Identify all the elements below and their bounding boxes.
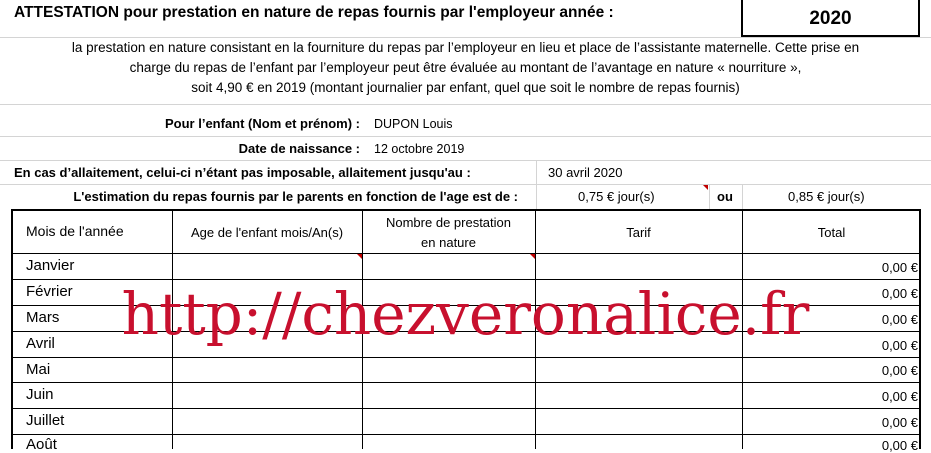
comment-marker-icon[interactable] [703,185,708,190]
row-divider [11,434,921,435]
month-cell-mars[interactable]: Mars [26,309,60,326]
month-cell-mai[interactable]: Mai [26,361,51,378]
col-header-rate[interactable]: Tarif [626,225,651,240]
child-name-label: Pour l’enfant (Nom et prénom) : [165,116,360,131]
month-cell-fevrier[interactable]: Février [26,283,73,300]
watermark-text: http://chezveronalice.fr [121,280,810,348]
comment-marker-icon[interactable] [530,254,535,259]
cell-border [709,184,710,209]
birth-date-value[interactable]: 12 octobre 2019 [374,142,465,156]
row-divider [11,357,921,358]
col-header-count-line-2: en nature [421,235,476,250]
estimate-or-label: ou [717,189,733,204]
year-cell[interactable] [741,0,920,37]
total-cell-juillet[interactable]: 0,00 € [881,415,918,430]
total-cell-avril[interactable]: 0,00 € [881,338,918,353]
intro-line-3: soit 4,90 € en 2019 (montant journalier par enfant, quel que soit le nombre de repas fournis) [191,80,740,95]
year-value: 2020 [809,7,852,29]
month-cell-avril[interactable]: Avril [26,335,55,352]
breastfeeding-label: En cas d’allaitement, celui-ci n’étant pas imposable, allaitement jusqu'au : [14,165,471,180]
col-header-count[interactable] [362,213,535,253]
divider [0,136,931,137]
intro-line-1: la prestation en nature consistant en la fourniture du repas par l’employeur en lieu et place de l’assistante maternelle. Cette prise en [71,40,860,55]
month-cell-aout[interactable]: Août [26,436,57,453]
child-name-value[interactable]: DUPON Louis [374,117,453,131]
breastfeeding-date-value[interactable]: 30 avril 2020 [548,165,623,180]
cell-border [742,184,743,209]
intro-line-2: charge du repas de l’enfant par l’employeur peut être évaluée au montant de l’avantage en nature « nourriture », [129,60,802,75]
month-cell-janvier[interactable]: Janvier [26,257,75,274]
cell-border [536,160,537,184]
header-divider [11,253,921,254]
cell-border [536,184,537,209]
row-divider [11,382,921,383]
birth-date-label: Date de naissance : [238,141,360,156]
comment-marker-icon[interactable] [357,254,362,259]
estimate-value-2[interactable]: 0,85 € jour(s) [788,189,865,204]
estimate-label: L'estimation du repas fournis par le parents en fonction de l'age est de : [73,189,518,204]
col-header-month[interactable]: Mois de l'année [26,223,124,239]
divider [0,104,931,105]
total-cell-janvier[interactable]: 0,00 € [881,260,918,275]
row-divider [11,408,921,409]
col-header-count-line-1: Nombre de prestation [385,215,511,230]
divider [0,184,931,185]
estimate-value-1[interactable]: 0,75 € jour(s) [578,189,655,204]
sheet-title[interactable]: ATTESTATION pour prestation en nature de repas fournis par l'employeur année : [14,4,614,21]
total-cell-aout[interactable]: 0,00 € [881,438,918,453]
intro-paragraph[interactable] [0,38,931,98]
total-cell-mai[interactable]: 0,00 € [881,363,918,378]
total-cell-mars[interactable]: 0,00 € [881,312,918,327]
month-cell-juillet[interactable]: Juillet [26,412,65,429]
month-cell-juin[interactable]: Juin [26,386,54,403]
total-cell-juin[interactable]: 0,00 € [881,389,918,404]
col-header-age[interactable]: Age de l'enfant mois/An(s) [190,225,344,240]
col-header-total[interactable]: Total [817,225,846,240]
divider [0,160,931,161]
total-cell-fevrier[interactable]: 0,00 € [881,286,918,301]
